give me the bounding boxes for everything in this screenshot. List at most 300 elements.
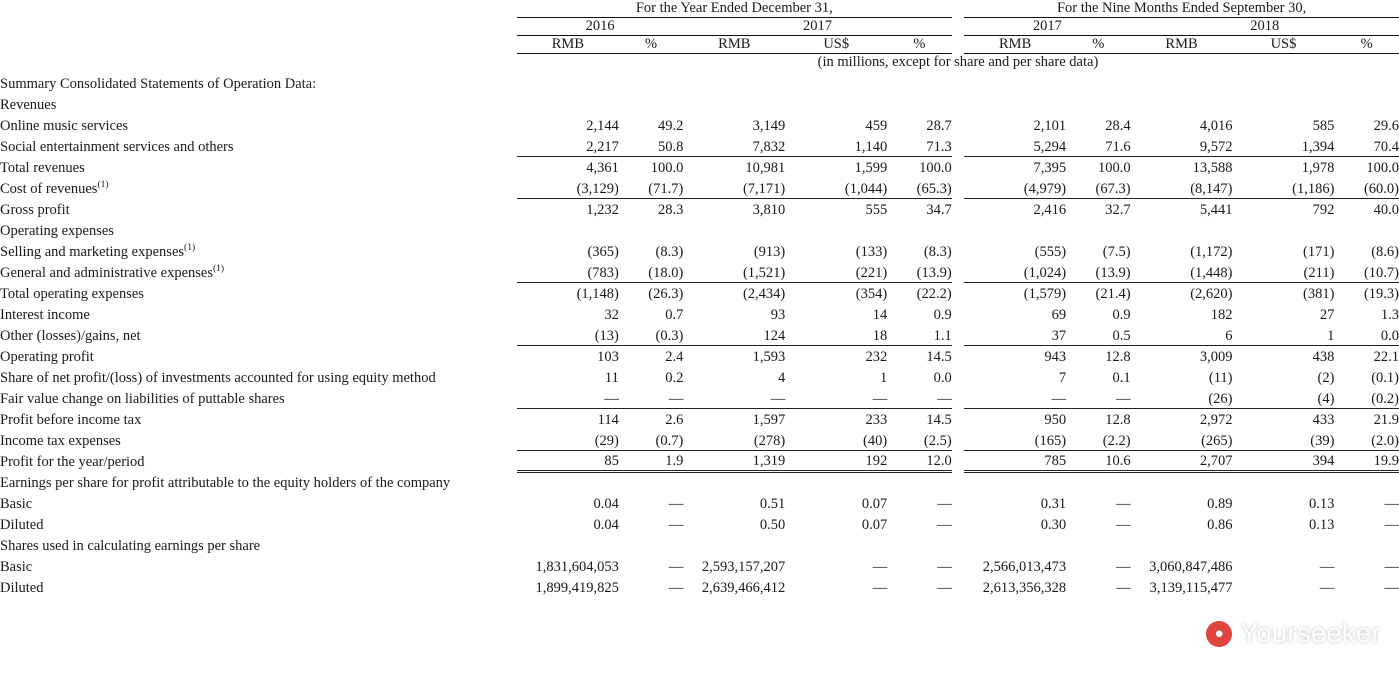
row-value: 1,978 [1301,160,1335,176]
row-value [1334,471,1399,492]
column-gap [952,156,964,177]
column-gap [952,492,964,513]
row-value: (0.3) [619,324,683,345]
row-value: — [1116,580,1131,596]
row-value [1233,93,1335,114]
row-value: (10.7) [1334,261,1399,282]
row-value: 943 [1044,349,1067,365]
row-value: 433 [1312,412,1335,428]
row-value [1131,534,1233,555]
footnote-marker: (1) [97,180,109,191]
header-units-row [0,54,1399,72]
row-value: 182 [1210,307,1233,323]
row-value: 1,597 [752,412,786,428]
row-label: General and administrative expenses$^{(1)}$ [0,264,225,281]
row-value [1131,471,1233,492]
row-value: (354) [855,286,888,302]
row-value: (2,434) [742,286,786,302]
row-value: (265) [1131,429,1233,450]
row-value [1233,534,1335,555]
table-row [0,303,1399,324]
column-gap [952,513,964,534]
row-value: (40) [785,429,887,450]
footnote-marker: (1) [213,264,225,275]
row-value: (8.3) [655,244,684,260]
row-value [683,471,785,492]
row-label: Social entertainment services and others [0,139,234,155]
row-value [785,93,887,114]
row-value [1334,93,1399,114]
row-value: 0.07 [861,496,888,512]
row-value [785,219,887,240]
row-value: — [683,387,785,408]
row-value: — [937,580,952,596]
row-value [964,93,1066,114]
table-row [0,555,1399,576]
row-label: Fair value change on liabilities of puttable shares [0,391,285,407]
row-value: 0.86 [1207,517,1233,533]
row-value: (22.2) [916,286,952,302]
row-value: 0.31 [1040,496,1067,512]
row-value: — [1384,517,1399,533]
row-value [1066,534,1130,555]
row-value: (71.7) [619,177,683,198]
row-value: 7 [1058,370,1067,386]
header-currency-2: RMB [683,36,785,54]
row-value: 6 [1131,324,1233,345]
row-value [683,219,785,240]
row-value: 28.3 [657,202,684,218]
column-gap [952,534,964,555]
row-value: 3,009 [1199,349,1233,365]
row-value: 232 [865,349,888,365]
row-label: Basic [0,496,33,512]
table-row [0,219,1399,240]
row-value: (1,044) [785,177,887,198]
column-gap [952,240,964,261]
row-value [1334,219,1399,240]
row-value: (171) [1303,244,1335,260]
column-gap [952,345,964,366]
column-gap [952,114,964,135]
table-row [0,408,1399,429]
row-value: (19.3) [1363,286,1399,302]
row-value: 792 [1312,202,1335,218]
row-value: — [517,387,619,408]
column-gap [952,471,964,492]
row-value: — [1066,387,1130,408]
row-value: 2,639,466,412 [701,580,786,596]
row-value: — [937,517,952,533]
column-gap [952,177,964,198]
row-value: 0.04 [593,496,619,512]
row-value: 1.1 [887,324,952,345]
row-label: Total revenues [0,160,85,176]
row-value: 785 [964,450,1066,471]
row-value: (783) [517,261,619,282]
row-value: (8.3) [923,244,952,260]
row-value [1233,219,1335,240]
row-value: — [964,387,1066,408]
row-value: — [1116,517,1131,533]
table-body [0,71,1399,597]
row-value: (13.9) [1066,261,1130,282]
row-value: (381) [1303,286,1335,302]
row-value: 100.0 [1097,160,1131,176]
row-value: 2,707 [1131,450,1233,471]
row-value: (2.0) [1334,429,1399,450]
footnote-marker: (1) [184,243,196,254]
header-currency-gap [952,36,964,54]
header-currency-4: % [887,36,952,54]
row-value: 3,060,847,486 [1149,559,1233,575]
row-value: — [1319,580,1335,596]
row-value: — [1384,580,1399,596]
row-value: 50.8 [619,135,683,156]
row-value: 2.6 [665,412,684,428]
row-value: (2,620) [1190,286,1233,302]
header-currency-8: US$ [1233,36,1335,54]
row-label: Earnings per share for profit attributable to the equity holders of the company [0,475,451,491]
header-units-blank [0,54,517,72]
row-label: Total operating expenses [0,286,144,302]
row-value: 103 [597,349,619,365]
row-value: 93 [770,307,786,323]
row-value: 7,832 [683,135,785,156]
row-value: (26) [1131,387,1233,408]
row-value: 2,101 [1033,118,1067,134]
header-currency-6: % [1066,36,1130,54]
row-value: 14 [872,307,888,323]
row-value [517,219,619,240]
row-value [683,534,785,555]
header-year-2017-nine: 2017 [964,18,1130,36]
row-value: 1 [1233,324,1335,345]
row-value: 14.5 [926,412,952,428]
row-value: 22.1 [1373,349,1399,365]
row-value: 0.51 [759,496,786,512]
table-row [0,177,1399,198]
header-corner-blank [0,0,517,18]
row-value: — [619,387,683,408]
row-value [517,534,619,555]
table-row [0,282,1399,303]
row-value: — [668,559,684,575]
row-value: 0.89 [1207,496,1233,512]
row-label: Gross profit [0,202,70,218]
row-value [1131,219,1233,240]
row-value: (0.7) [619,429,683,450]
watermark [1206,618,1381,649]
row-value: (29) [517,429,619,450]
row-value: 12.0 [887,450,952,471]
section-title-row [0,71,1399,93]
header-units-note: (in millions, except for share and per share data) [817,54,1099,70]
row-value [619,534,683,555]
row-value [964,471,1066,492]
row-value: 1,599 [854,160,888,176]
row-value: (1,521) [683,261,785,282]
row-label: Profit for the year/period [0,454,145,470]
row-value: 114 [597,412,619,428]
row-value: 555 [865,202,888,218]
header-currency-7: RMB [1131,36,1233,54]
table-row [0,471,1399,492]
row-value: 0.0 [1334,324,1399,345]
row-value: 18 [785,324,887,345]
header-currency-1: % [619,36,683,54]
row-value: 37 [964,324,1066,345]
row-label: Profit before income tax [0,412,142,428]
row-value: (7,171) [683,177,785,198]
wechat-icon: ● [1206,621,1232,647]
row-value: 34.7 [926,202,952,218]
column-gap [952,135,964,156]
row-label: Operating expenses [0,223,114,239]
row-value: (555) [1034,244,1067,260]
header-year-2017-annual: 2017 [683,18,951,36]
row-value: — [785,387,887,408]
row-value: 0.9 [1112,307,1131,323]
row-value: (913) [753,244,786,260]
row-value [1066,219,1130,240]
row-value: (13.9) [887,261,952,282]
row-value: 32.7 [1105,202,1131,218]
column-gap [952,429,964,450]
row-value: (1,186) [1233,177,1335,198]
watermark-text: Yourseeker [1240,618,1381,648]
table-row [0,198,1399,219]
row-value [1131,93,1233,114]
row-value [619,93,683,114]
column-gap [952,408,964,429]
row-value: 49.2 [657,118,684,134]
row-value: 0.7 [665,307,684,323]
row-value: 0.5 [1066,324,1130,345]
table-row [0,534,1399,555]
row-value: — [1319,559,1335,575]
row-value: 100.0 [1366,160,1399,176]
row-value: 29.6 [1373,118,1399,134]
row-value: (0.1) [1371,370,1399,386]
row-label: Share of net profit/(loss) of investments accounted for using equity method [0,370,436,386]
row-value: 21.9 [1373,412,1399,428]
column-gap [952,261,964,282]
row-value: 1,593 [752,349,786,365]
row-value: 3,810 [752,202,786,218]
row-value: 1,232 [586,202,619,218]
table-row [0,576,1399,597]
table-row [0,345,1399,366]
row-label: Shares used in calculating earnings per share [0,538,261,554]
row-value: (0.2) [1334,387,1399,408]
row-value [683,93,785,114]
row-value: (221) [785,261,887,282]
row-value: 394 [1233,450,1335,471]
row-value: 1,899,419,825 [535,580,619,596]
row-value: 2,613,356,328 [982,580,1067,596]
row-value: 100.0 [650,160,684,176]
table-row [0,261,1399,282]
row-value: (60.0) [1334,177,1399,198]
row-value: (26.3) [648,286,684,302]
row-value [1334,534,1399,555]
column-gap [952,366,964,387]
row-value: 0.50 [759,517,786,533]
row-label: Operating profit [0,349,94,365]
row-value: 14.5 [926,349,952,365]
row-value: 13,588 [1192,160,1233,176]
row-label: Income tax expenses [0,433,121,449]
row-value: 0.9 [933,307,952,323]
row-value: (21.4) [1095,286,1131,302]
header-year-blank [0,18,517,36]
header-year-2018-nine: 2018 [1131,18,1399,36]
table-row [0,93,1399,114]
row-value: (1,148) [576,286,619,302]
row-value: 4,361 [586,160,619,176]
row-value [619,471,683,492]
row-value: 28.4 [1105,118,1131,134]
header-currency-0: RMB [517,36,619,54]
row-value: — [872,580,888,596]
table-row [0,366,1399,387]
row-value: 28.7 [926,118,952,134]
row-value: (211) [1233,261,1335,282]
row-value: (278) [683,429,785,450]
header-group-row [0,0,1399,18]
row-value: — [668,580,684,596]
row-value: 2,972 [1199,412,1233,428]
row-value: 10.6 [1066,450,1130,471]
row-value: 12.8 [1105,349,1131,365]
row-value: 124 [683,324,785,345]
row-value: (2) [1317,370,1335,386]
row-value: 585 [1312,118,1335,134]
row-value: (7.5) [1102,244,1131,260]
table-row [0,492,1399,513]
header-currency-5: RMB [964,36,1066,54]
row-value: 69 [1051,307,1067,323]
column-gap [952,450,964,471]
row-value: 0.07 [861,517,888,533]
row-value [964,219,1066,240]
table-row [0,135,1399,156]
row-label: Diluted [0,517,44,533]
row-value: 2.4 [665,349,684,365]
row-value: 71.3 [887,135,952,156]
row-value: 9,572 [1131,135,1233,156]
row-value: 10,981 [745,160,786,176]
row-label: Online music services [0,118,129,134]
row-value: 0.2 [665,370,684,386]
table-row [0,114,1399,135]
row-label: Diluted [0,580,44,596]
row-value: — [1116,559,1131,575]
row-value: 192 [785,450,887,471]
header-currency-blank [0,36,517,54]
row-value: 2,593,157,207 [701,559,786,575]
row-value: 71.6 [1066,135,1130,156]
row-value [887,219,952,240]
row-value [1066,471,1130,492]
row-value: (1,448) [1131,261,1233,282]
row-value: 85 [517,450,619,471]
row-value: 459 [865,118,888,134]
row-value: — [1116,496,1131,512]
table-row [0,429,1399,450]
row-value: 1,140 [785,135,887,156]
row-value: (165) [964,429,1066,450]
row-value: 2,416 [1033,202,1067,218]
row-value: (11) [1208,370,1233,386]
row-value: — [872,559,888,575]
row-value [887,534,952,555]
row-value: 3,139,115,477 [1149,580,1233,596]
row-label: Interest income [0,307,90,323]
row-value: 11 [604,370,619,386]
row-value: 12.8 [1105,412,1131,428]
row-value: 0.0 [933,370,952,386]
row-value: 1.3 [1380,307,1399,323]
row-value [1233,471,1335,492]
row-value: (13) [517,324,619,345]
column-gap [952,576,964,597]
row-value: — [887,387,952,408]
row-value: — [937,559,952,575]
column-gap [952,219,964,240]
row-value: (133) [855,244,888,260]
row-value: (39) [1233,429,1335,450]
row-value: — [668,496,684,512]
row-value: — [1384,559,1399,575]
row-value: 0.1 [1112,370,1131,386]
row-value: 70.4 [1334,135,1399,156]
row-value: 2,144 [586,118,619,134]
row-value: (4) [1233,387,1335,408]
row-value: (1,024) [964,261,1066,282]
header-group-nine-months: For the Nine Months Ended September 30, [964,0,1399,18]
row-value: 0.13 [1309,496,1335,512]
row-value: (4,979) [964,177,1066,198]
row-value: (18.0) [619,261,683,282]
row-value: 0.04 [593,517,619,533]
table-row [0,450,1399,471]
row-value: 438 [1312,349,1335,365]
row-value [785,534,887,555]
row-value: (8,147) [1131,177,1233,198]
row-value: (1,579) [1023,286,1067,302]
column-gap [952,282,964,303]
row-value: 7,395 [1033,160,1067,176]
row-value: 100.0 [919,160,952,176]
row-value: (2.5) [887,429,952,450]
column-gap [952,198,964,219]
header-year-row [0,18,1399,36]
row-value [517,471,619,492]
row-value: (2.2) [1066,429,1130,450]
row-value: 1,831,604,053 [535,559,619,575]
row-value: 1 [879,370,888,386]
section-title-spacer [517,71,1399,93]
row-label: Other (losses)/gains, net [0,328,141,344]
row-value [887,471,952,492]
row-value [785,471,887,492]
row-value: 5,441 [1199,202,1233,218]
row-value: — [1384,496,1399,512]
row-value: 27 [1319,307,1335,323]
table-row [0,240,1399,261]
